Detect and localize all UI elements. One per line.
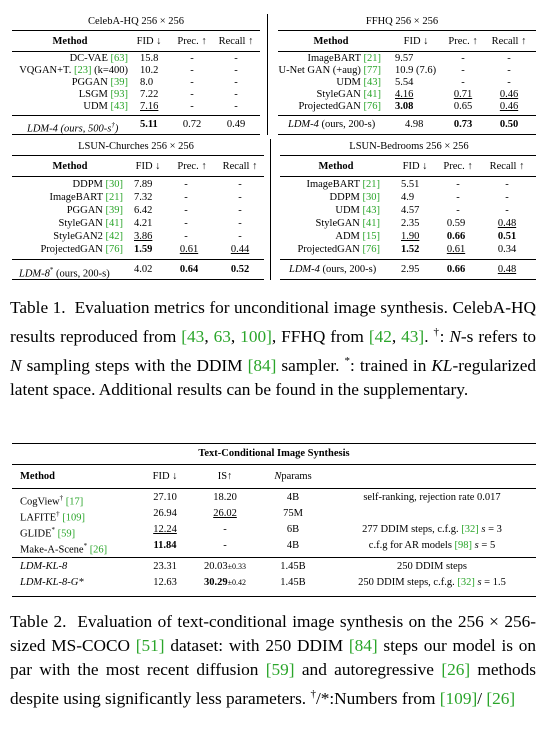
method-cell: LAFITE† [109] <box>20 510 86 524</box>
rule <box>280 176 536 177</box>
recall-cell: 0.52 <box>230 264 250 275</box>
rule <box>278 134 536 135</box>
notes-cell: c.f.g for AR models [98] s = 5 <box>368 540 496 551</box>
recall-cell: - <box>505 205 509 216</box>
divider <box>270 139 271 280</box>
fid-cell: 2.95 <box>401 264 420 275</box>
column-header: Method <box>52 36 88 47</box>
rule <box>12 464 536 465</box>
method-cell: ImageBART [21] <box>307 53 381 64</box>
is-cell: 30.29±0.42 <box>203 577 247 588</box>
column-header: FID ↓ <box>152 471 178 482</box>
column-header: Nparams <box>274 471 312 482</box>
column-header: Prec. ↑ <box>443 161 473 172</box>
column-header: Prec. ↑ <box>177 161 207 172</box>
notes-cell: 250 DDIM steps, c.f.g. [32] s = 1.5 <box>358 577 506 588</box>
rule <box>12 134 260 135</box>
recall-cell: 0.46 <box>499 101 519 112</box>
table-1-caption: Table 1. Evaluation metrics for unconditional image synthesis. CelebA-HQ results reproduced from [43, 63, 100], FFHQ from [42, 43]. †: N-s refers to N sampling steps with the DDIM [84] sampler. *: trained in KL-regularized latent space. Additional results can be found in the supplementary. <box>10 298 537 399</box>
fid-cell: 6.42 <box>134 205 153 216</box>
prec-cell: - <box>456 192 460 203</box>
method-cell: Make-A-Scene* [26] <box>20 542 108 556</box>
recall-cell: 0.48 <box>497 218 517 229</box>
nparams-cell: 4B <box>286 492 300 503</box>
rule <box>12 279 264 280</box>
ours-method-cell: LDM-KL-8 <box>20 561 68 572</box>
method-cell: CogView† [17] <box>20 494 84 508</box>
prec-cell: - <box>461 65 465 76</box>
rule <box>278 51 536 52</box>
recall-cell: 0.50 <box>499 119 519 130</box>
fid-cell: 7.22 <box>140 89 159 100</box>
prec-cell: - <box>456 179 460 190</box>
rule <box>12 155 264 156</box>
prec-cell: - <box>456 205 460 216</box>
prec-cell: 0.72 <box>182 119 202 130</box>
ours-method-cell: LDM-4 (ours, 200-s) <box>288 119 376 130</box>
is-cell: - <box>223 540 227 551</box>
method-cell: U-Net GAN (+aug) [77] <box>278 65 381 76</box>
prec-cell: - <box>190 53 194 64</box>
rule <box>12 596 536 597</box>
fid-cell: 12.63 <box>153 577 177 588</box>
is-cell: 20.03±0.33 <box>203 561 247 572</box>
prec-cell: - <box>184 205 188 216</box>
ours-method-cell: LDM-KL-8-G* <box>20 577 84 588</box>
method-cell: VQGAN+T. [23] (k=400) <box>19 65 128 76</box>
panel-title: CelebA-HQ 256 × 256 <box>87 16 185 27</box>
fid-cell: 8.0 <box>140 77 154 88</box>
rule <box>12 30 260 31</box>
recall-cell: 0.48 <box>497 264 517 275</box>
recall-cell: - <box>234 101 238 112</box>
fid-cell: 15.8 <box>140 53 159 64</box>
fid-cell: 7.89 <box>134 179 153 190</box>
recall-cell: - <box>238 231 242 242</box>
recall-cell: - <box>238 192 242 203</box>
column-header: Method <box>313 36 349 47</box>
fid-cell: 4.98 <box>405 119 424 130</box>
fid-cell: 3.08 <box>395 101 414 112</box>
method-cell: StyleGAN [41] <box>316 89 381 100</box>
notes-cell: 250 DDIM steps <box>397 561 467 572</box>
prec-cell: - <box>461 77 465 88</box>
recall-cell: 0.49 <box>226 119 246 130</box>
recall-cell: - <box>234 77 238 88</box>
recall-cell: - <box>238 205 242 216</box>
panel-title: FFHQ 256 × 256 <box>365 16 439 27</box>
fid-cell: 1.52 <box>401 244 420 255</box>
fid-cell: 5.11 <box>140 119 158 130</box>
rule <box>278 30 536 31</box>
prec-cell: 0.71 <box>453 89 473 100</box>
method-cell: ImageBART [21] <box>49 192 123 203</box>
fid-cell: 5.54 <box>395 77 414 88</box>
method-cell: DDPM [30] <box>329 192 380 203</box>
column-header: Recall ↑ <box>491 36 527 47</box>
nparams-cell: 6B <box>286 524 300 535</box>
nparams-cell: 1.45B <box>280 561 306 572</box>
method-cell: DC-VAE [63] <box>69 53 128 64</box>
column-header: Recall ↑ <box>218 36 254 47</box>
is-cell: 26.02 <box>213 508 237 519</box>
nparams-cell: 4B <box>286 540 300 551</box>
method-cell: ADM [15] <box>335 231 380 242</box>
method-cell: LSGM [93] <box>78 89 128 100</box>
fid-cell: 2.35 <box>401 218 420 229</box>
method-cell: GLIDE* [59] <box>20 526 76 540</box>
fid-cell: 26.94 <box>153 508 177 519</box>
method-cell: UDM [43] <box>335 205 380 216</box>
prec-cell: - <box>184 179 188 190</box>
prec-cell: - <box>184 231 188 242</box>
prec-cell: - <box>190 65 194 76</box>
table-2-caption: Table 2. Evaluation of text-conditional image synthesis on the 256 × 256-sized MS-COCO [51] dataset: with 250 DDIM [84] steps our model is on par with the most recent diffusion [59] and autoregressive [26] methods despite using significantly less parameters. †/*:Numbers from [109]/ [26] <box>10 612 537 708</box>
fid-cell: 5.51 <box>401 179 420 190</box>
recall-cell: 0.46 <box>499 89 519 100</box>
recall-cell: - <box>505 179 509 190</box>
rule <box>12 259 264 260</box>
recall-cell: - <box>234 53 238 64</box>
method-cell: ProjectedGAN [76] <box>40 244 123 255</box>
rule <box>278 115 536 116</box>
column-header: FID ↓ <box>135 161 161 172</box>
recall-cell: - <box>505 192 509 203</box>
notes-cell: 277 DDIM steps, c.f.g. [32] s = 3 <box>362 524 502 535</box>
fid-cell: 27.10 <box>153 492 177 503</box>
rule <box>280 279 536 280</box>
prec-cell: 0.65 <box>453 101 473 112</box>
prec-cell: 0.64 <box>179 264 199 275</box>
method-cell: PGGAN [39] <box>66 205 123 216</box>
recall-cell: - <box>238 179 242 190</box>
method-cell: ProjectedGAN [76] <box>298 101 381 112</box>
fid-cell: 4.57 <box>401 205 420 216</box>
column-header: Method <box>52 161 88 172</box>
panel-title: LSUN-Bedrooms 256 × 256 <box>349 141 469 152</box>
recall-cell: - <box>234 89 238 100</box>
recall-cell: 0.44 <box>230 244 250 255</box>
prec-cell: 0.59 <box>446 218 466 229</box>
notes-cell: self-ranking, rejection rate 0.017 <box>363 492 501 503</box>
nparams-cell: 75M <box>283 508 303 519</box>
method-cell: ImageBART [21] <box>306 179 380 190</box>
divider <box>267 14 268 135</box>
prec-cell: - <box>461 53 465 64</box>
fid-cell: 3.86 <box>134 231 153 242</box>
fid-cell: 11.84 <box>153 540 177 551</box>
is-cell: 18.20 <box>213 492 237 503</box>
fid-cell: 4.9 <box>401 192 415 203</box>
prec-cell: 0.66 <box>446 264 466 275</box>
fid-cell: 4.02 <box>134 264 153 275</box>
panel-title: LSUN-Churches 256 × 256 <box>78 141 194 152</box>
method-cell: DDPM [30] <box>72 179 123 190</box>
prec-cell: - <box>190 101 194 112</box>
rule <box>12 51 260 52</box>
prec-cell: - <box>184 218 188 229</box>
method-cell: UDM [43] <box>336 77 381 88</box>
column-header: Recall ↑ <box>489 161 525 172</box>
fid-cell: 23.31 <box>153 561 177 572</box>
method-cell: StyleGAN [41] <box>58 218 123 229</box>
column-header: FID ↓ <box>402 161 428 172</box>
column-header: Method <box>20 471 55 482</box>
column-header: Prec. ↑ <box>448 36 478 47</box>
recall-cell: - <box>238 218 242 229</box>
prec-cell: 0.66 <box>446 231 466 242</box>
nparams-cell: 1.45B <box>280 577 306 588</box>
prec-cell: 0.73 <box>453 119 473 130</box>
rule <box>12 176 264 177</box>
fid-cell: 1.90 <box>401 231 420 242</box>
fid-cell: 7.16 <box>140 101 159 112</box>
fid-cell: 12.24 <box>153 524 177 535</box>
column-header: Prec. ↑ <box>177 36 207 47</box>
recall-cell: - <box>507 53 511 64</box>
fid-cell: 10.2 <box>140 65 159 76</box>
method-cell: PGGAN [39] <box>71 77 128 88</box>
table-title: Text-Conditional Image Synthesis <box>198 448 350 459</box>
fid-cell: 4.16 <box>395 89 414 100</box>
method-cell: StyleGAN2 [42] <box>53 231 123 242</box>
rule <box>12 443 536 444</box>
fid-cell: 10.9 (7.6) <box>395 65 437 76</box>
rule <box>12 557 536 558</box>
fid-cell: 7.32 <box>134 192 153 203</box>
ours-method-cell: LDM-4 (ours, 500-s†) <box>27 121 119 135</box>
recall-cell: - <box>507 65 511 76</box>
method-cell: ProjectedGAN [76] <box>297 244 380 255</box>
column-header: FID ↓ <box>403 36 429 47</box>
recall-cell: - <box>507 77 511 88</box>
ours-method-cell: LDM-8* (ours, 200-s) <box>19 266 110 280</box>
prec-cell: 0.61 <box>446 244 466 255</box>
prec-cell: - <box>184 192 188 203</box>
column-header: FID ↓ <box>136 36 162 47</box>
column-header: IS↑ <box>217 471 233 482</box>
column-header: Method <box>318 161 354 172</box>
rule <box>280 259 536 260</box>
recall-cell: - <box>234 65 238 76</box>
column-header: Recall ↑ <box>222 161 258 172</box>
rule <box>12 115 260 116</box>
is-cell: - <box>223 524 227 535</box>
prec-cell: 0.61 <box>179 244 199 255</box>
rule <box>12 488 536 489</box>
recall-cell: 0.34 <box>497 244 517 255</box>
prec-cell: - <box>190 89 194 100</box>
prec-cell: - <box>190 77 194 88</box>
method-cell: UDM [43] <box>83 101 128 112</box>
rule <box>280 155 536 156</box>
fid-cell: 9.57 <box>395 53 414 64</box>
fid-cell: 1.59 <box>134 244 153 255</box>
method-cell: StyleGAN [41] <box>315 218 380 229</box>
recall-cell: 0.51 <box>497 231 517 242</box>
fid-cell: 4.21 <box>134 218 153 229</box>
ours-method-cell: LDM-4 (ours, 200-s) <box>289 264 377 275</box>
